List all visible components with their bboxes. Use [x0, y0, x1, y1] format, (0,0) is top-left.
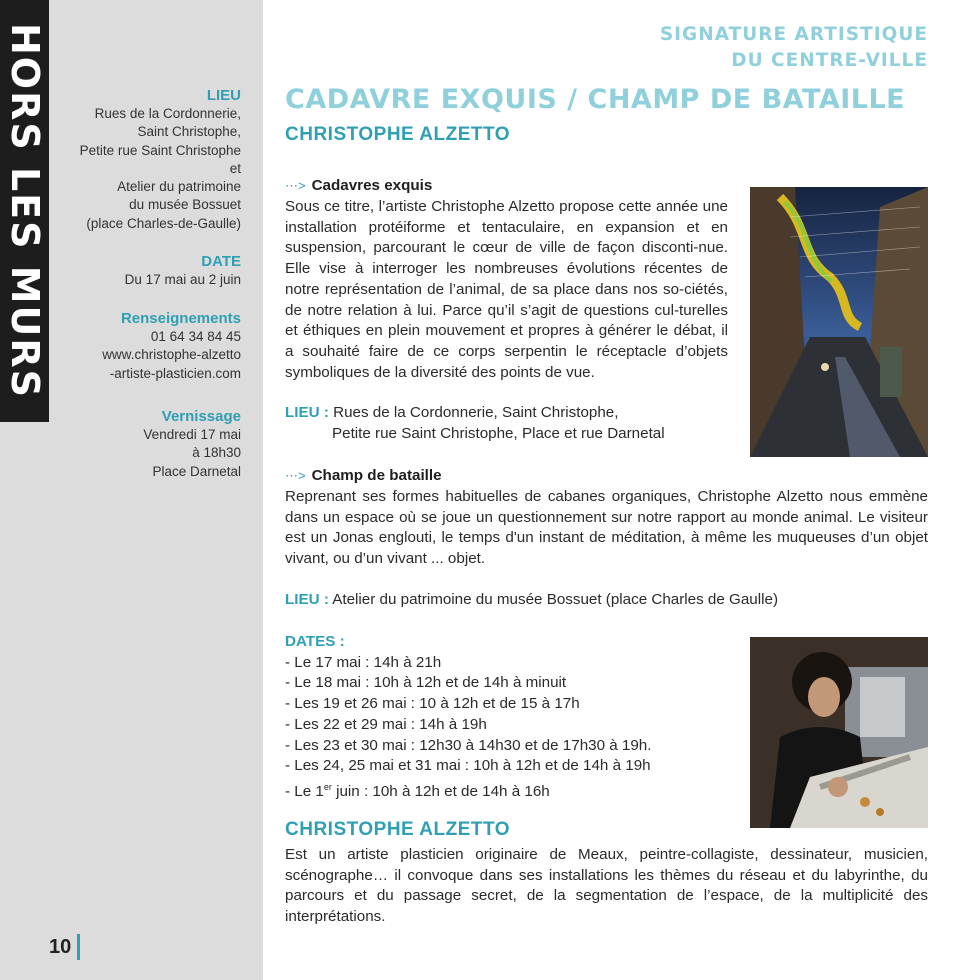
section-heading-text: Champ de bataille — [311, 467, 442, 484]
sidebar-date-line: Du 17 mai au 2 juin — [124, 272, 241, 287]
sidebar-lieu-line: Petite rue Saint Christophe — [79, 142, 241, 158]
lieu-text: Atelier du patrimoine du musée Bossuet (place Charles de Gaulle) — [332, 591, 778, 608]
section1-lieu — [285, 403, 665, 444]
lieu-label: LIEU : — [285, 591, 329, 608]
page-number: 10 — [49, 934, 80, 960]
sidebar-lieu-line: et — [229, 160, 241, 176]
date-item: - Le 18 mai : 10h à 12h et de 14h à minuit — [285, 674, 567, 692]
sidebar-lieu-heading: LIEU — [206, 87, 241, 104]
sidebar-date-heading: DATE — [201, 253, 241, 270]
section-heading-text: Cadavres exquis — [311, 177, 433, 194]
signature-line: DU CENTRE-VILLE — [731, 50, 928, 71]
date-item: - Les 22 et 29 mai : 14h à 19h — [285, 715, 487, 733]
lieu-text-line2: Petite rue Saint Christophe, Place et rue Darnetal — [332, 424, 665, 442]
sidebar-renseignements — [102, 309, 241, 383]
lieu-text: Rues de la Cordonnerie, Saint Christophe, — [333, 404, 619, 421]
sidebar-lieu-line: (place Charles-de-Gaulle) — [86, 215, 241, 231]
section-signature — [660, 22, 928, 74]
section2-lieu — [285, 590, 778, 611]
artist-portrait-photo — [750, 637, 928, 828]
sidebar-vernissage-line: Place Darnetal — [152, 463, 241, 479]
vertical-title-band — [0, 0, 49, 422]
dates-label: DATES : — [285, 633, 345, 650]
sidebar-vernissage-line: à 18h30 — [192, 445, 241, 461]
phone-number: 01 64 34 84 45 — [150, 329, 241, 344]
sidebar-lieu-line: du musée Bossuet — [129, 197, 241, 213]
lieu-label: LIEU : — [285, 404, 329, 421]
section-heading-champ — [285, 466, 442, 487]
date-item-prefix: - Le 1 — [285, 782, 324, 800]
sidebar-lieu-line: Saint Christophe, — [137, 124, 241, 140]
artist-name: CHRISTOPHE ALZETTO — [285, 124, 511, 145]
sidebar-lieu — [80, 86, 241, 233]
date-item: - Les 24, 25 mai et 31 mai : 10h à 12h et de 14h à 19h — [285, 757, 651, 775]
sidebar-vernissage-line: Vendredi 17 mai — [143, 427, 241, 442]
sidebar-date — [125, 252, 241, 289]
dotted-arrow-icon: ⋯> — [285, 178, 306, 193]
date-item: - Les 19 et 26 mai : 10 à 12h et de 15 à 17h — [285, 695, 580, 713]
website-line: -artiste-plasticien.com — [109, 365, 241, 381]
date-item — [285, 777, 651, 803]
sidebar-vernissage-heading: Vernissage — [161, 408, 241, 425]
sidebar-vernissage — [143, 407, 241, 481]
bio-heading: CHRISTOPHE ALZETTO — [285, 819, 511, 840]
website-line: www.christophe-alzetto — [102, 347, 241, 363]
sidebar-lieu-line: Rues de la Cordonnerie, — [94, 106, 241, 121]
date-item: - Le 17 mai : 14h à 21h — [285, 653, 442, 671]
signature-line: SIGNATURE ARTISTIQUE — [659, 24, 928, 45]
section-cadavres-text: Sous ce titre, l’artiste Christophe Alzetto propose cette année une installation protéiforme et tentaculaire, en expansion et en suspension, parcourant le cœur de ville de façon disconti-nue. Elle vise à interroger les nombreuses évolutions récentes de notre représentation de l’animal, de sa place dans nos so-ciétés, de notre relation à lui. Parce qu’il s’agit de questions cul-turelles et éthiques en plein mouvement et propres à générer le débat, il a souhaité faire de ce corps serpentin le réceptacle d’objets symboliques de la diversité des points de vue. — [285, 198, 728, 381]
sidebar-lieu-line: Atelier du patrimoine — [117, 179, 241, 195]
date-item-sup: er — [323, 781, 332, 792]
sidebar-renseignements-heading: Renseignements — [120, 310, 241, 327]
section-champ-text: Reprenant ses formes habituelles de cabanes organiques, Christophe Alzetto nous emmène dans un espace où se joue un questionnement sur notre rapport au monde animal. Le visiteur est un Jonas englouti, le temps d'un instant de méditation, à même les muqueuses d’un objet vivant, ou d’un vivant ... objet. — [285, 488, 928, 568]
sidebar — [0, 0, 263, 980]
vertical-title: HORS LES MURS — [2, 22, 47, 400]
section-heading-cadavres — [285, 176, 432, 197]
street-installation-photo — [750, 187, 928, 457]
dates-list — [285, 632, 651, 803]
dotted-arrow-icon: ⋯> — [285, 468, 306, 483]
page-title: CADAVRE EXQUIS / CHAMP DE BATAILLE — [285, 84, 906, 115]
date-item: - Les 23 et 30 mai : 12h30 à 14h30 et de 17h30 à 19h. — [285, 736, 652, 754]
date-item-suffix: juin : 10h à 12h et de 14h à 16h — [331, 782, 550, 800]
bio-text: Est un artiste plasticien originaire de Meaux, peintre-collagiste, dessinateur, musicien, scénographe… il convoque dans ses installations les thèmes du réseau et du labyrinthe, du parcours et du passage secret, de la segmentation de l’espace, de la multiplicité des interprétations. — [285, 846, 928, 926]
